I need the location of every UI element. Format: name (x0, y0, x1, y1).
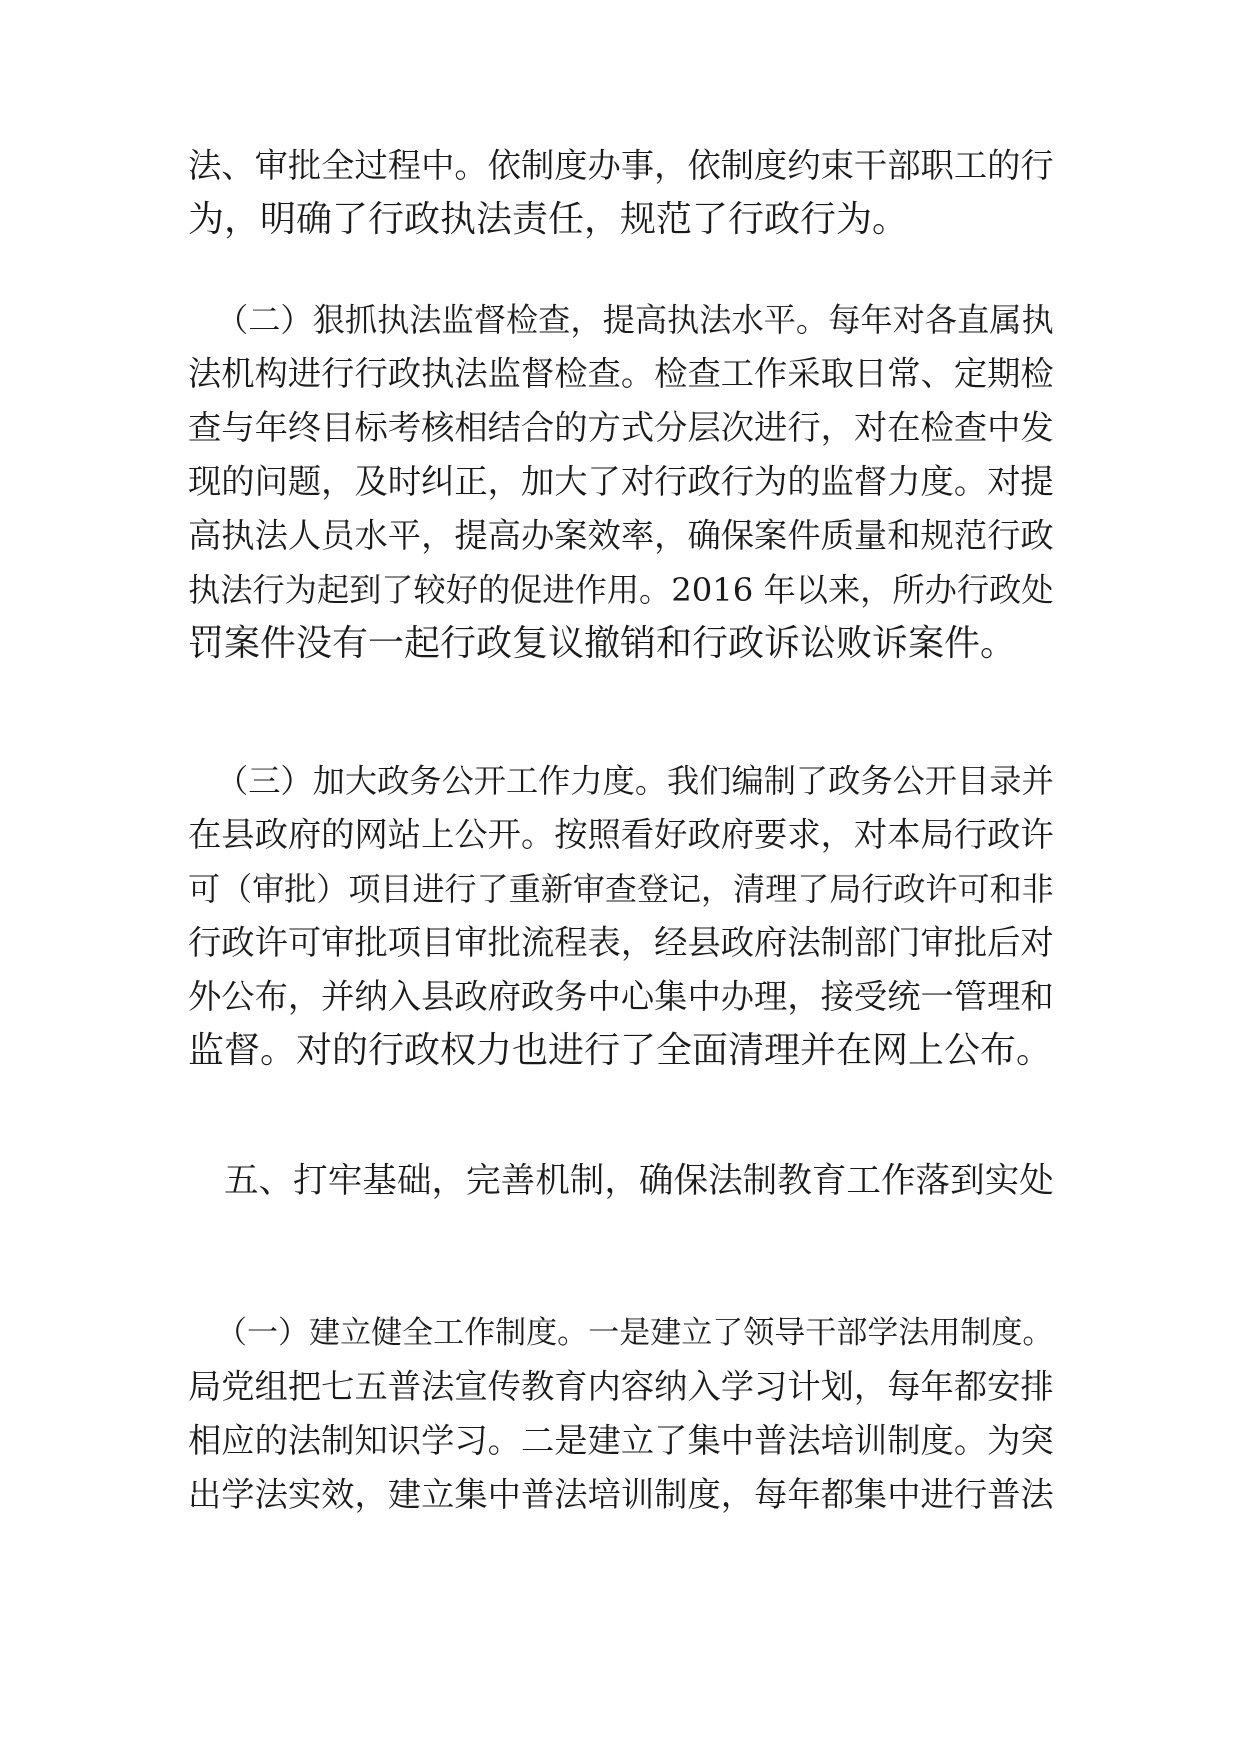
text-line: 在县政府的网站上公开。按照看好政府要求，对本局行政许 (188, 815, 1054, 854)
heading-line: 五、打牢基础，完善机制，确保法制教育工作落到实处 (224, 1161, 1054, 1201)
text-line: （二）狠抓执法监督检查，提高执法水平。每年对各直属执 (216, 301, 1054, 339)
text-line: 现的问题，及时纠正，加大了对行政行为的监督力度。对提 (188, 462, 1054, 501)
text-line: 可（审批）项目进行了重新审查登记，清理了局行政许可和非 (188, 870, 1054, 908)
text-line: 外公布，并纳入县政府政务中心集中办理，接受统一管理和 (188, 977, 1054, 1016)
text-line: 高执法人员水平，提高办案效率，确保案件质量和规范行政 (188, 516, 1054, 555)
text-line: 相应的法制知识学习。二是建立了集中普法培训制度。为突 (188, 1421, 1054, 1460)
text-line: （一）建立健全工作制度。一是建立了领导干部学法用制度。 (216, 1315, 1054, 1351)
text-line: 查与年终目标考核相结合的方式分层次进行，对在检查中发 (188, 408, 1054, 447)
text-line: 法机构进行行政执法监督检查。检查工作采取日常、定期检 (188, 354, 1054, 393)
text-line: 法、审批全过程中。依制度办事，依制度约束干部职工的行 (188, 146, 1054, 185)
text-line: 执法行为起到了较好的促进作用。2016 年以来，所办行政处 (188, 571, 1054, 609)
text-line: 局党组把七五普法宣传教育内容纳入学习计划，每年都安排 (188, 1367, 1054, 1406)
text-line: 罚案件没有一起行政复议撤销和行政诉讼败诉案件。 (188, 623, 1017, 664)
text-line: （三）加大政务公开工作力度。我们编制了政务公开目录并 (216, 762, 1054, 800)
text-line: 出学法实效，建立集中普法培训制度，每年都集中进行普法 (188, 1475, 1054, 1514)
text-line: 监督。对的行政权力也进行了全面清理并在网上公布。 (188, 1030, 1053, 1071)
text-line: 为，明确了行政执法责任，规范了行政行为。 (188, 199, 909, 240)
text-line: 行政许可审批项目审批流程表，经县政府法制部门审批后对 (188, 923, 1054, 962)
